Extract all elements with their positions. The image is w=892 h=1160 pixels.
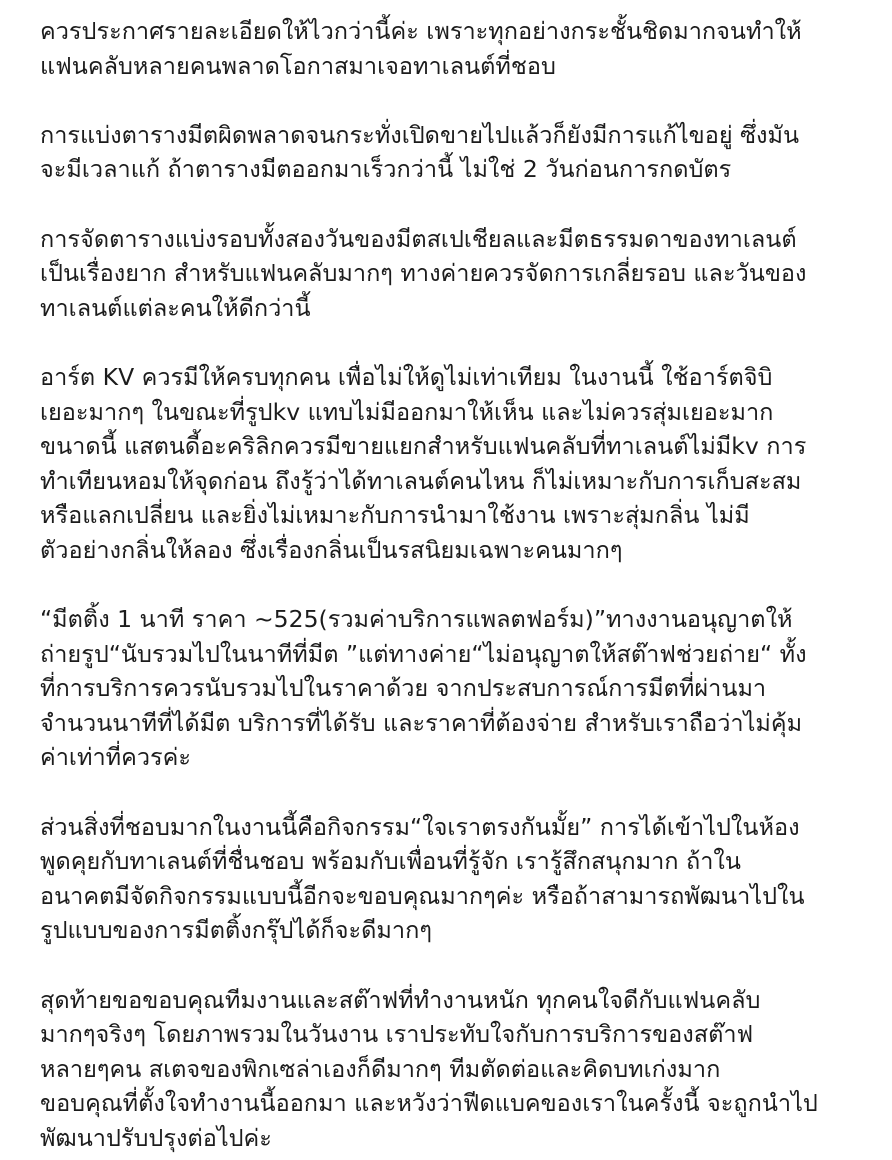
text-line: ขนาดนี้ แสตนดี้อะคริลิกควรมีขายแยกสำหรับแฟนคลับที่ทาเลนต์ไม่มีkv การ	[40, 432, 807, 461]
text-line: อาร์ต KV ควรมีให้ครบทุกคน เพื่อไม่ให้ดูไม่เท่าเทียม ในงานนี้ ใช้อาร์ตจิบิ	[40, 362, 773, 391]
paragraph-round-allocation	[40, 222, 862, 326]
text-line: สุดท้ายขอขอบคุณทีมงานและสต๊าฟที่ทำงานหนัก ทุกคนใจดีกับแฟนคลับ	[40, 985, 761, 1014]
text-line: ขอบคุณที่ตั้งใจทำงานนี้ออกมา และหวังว่าฟีดแบคของเราในครั้งนี้ จะถูกนำไป	[40, 1089, 818, 1118]
text-line: เยอะมากๆ ในขณะที่รูปkv แทบไม่มีออกมาให้เห็น และไม่ควรสุ่มเยอะมาก	[40, 397, 774, 426]
text-line: ส่วนสิ่งที่ชอบมากในงานนี้คือกิจกรรม“ใจเราตรงกันมั้ย” การได้เข้าไปในห้อง	[40, 812, 800, 841]
text-line: จำนวนนาทีที่ได้มีต บริการที่ได้รับ และราคาที่ต้องจ่าย สำหรับเราถือว่าไม่คุ้ม	[40, 708, 803, 737]
paragraph-merchandise-art	[40, 360, 862, 568]
text-line: ทำเทียนหอมให้จุดก่อน ถึงรู้ว่าได้ทาเลนต์คนไหน ก็ไม่เหมาะกับการเก็บสะสม	[40, 466, 802, 495]
text-line: จะมีเวลาแก้ ถ้าตารางมีตออกมาเร็วกว่านี้ ไม่ใช่ 2 วันก่อนการกดบัตร	[40, 155, 732, 184]
text-line: รูปแบบของการมีตติ้งกรุ๊ปได้ก็จะดีมากๆ	[40, 916, 432, 945]
text-line: หรือแลกเปลี่ยน และยิ่งไม่เหมาะกับการนำมาใช้งาน เพราะสุ่มกลิ่น ไม่มี	[40, 501, 750, 530]
paragraph-announcement-timing	[40, 14, 862, 83]
paragraph-schedule-errors	[40, 118, 862, 187]
text-line: ทาเลนต์แต่ละคนให้ดีกว่านี้	[40, 293, 311, 322]
paragraph-thanks	[40, 983, 862, 1156]
text-line: “มีตติ้ง 1 นาที ราคา ~525(รวมค่าบริการแพลตฟอร์ม)”ทางงานอนุญาตให้	[40, 605, 793, 634]
text-line: ถ่ายรูป“นับรวมไปในนาทีที่มีต ”แต่ทางค่าย“ไม่อนุญาตให้สต๊าฟช่วยถ่าย“ ทั้ง	[40, 639, 807, 668]
text-line: การแบ่งตารางมีตผิดพลาดจนกระทั่งเปิดขายไปแล้วก็ยังมีการแก้ไขอยู่ ซึ่งมัน	[40, 120, 800, 149]
text-line: พัฒนาปรับปรุงต่อไปค่ะ	[40, 1124, 272, 1152]
text-line: ที่การบริการควรนับรวมไปในราคาด้วย จากประสบการณ์การมีตที่ผ่านมา	[40, 674, 767, 703]
text-line: เป็นเรื่องยาก สำหรับแฟนคลับมากๆ ทางค่ายควรจัดการเกลี่ยรอบ และวันของ	[40, 259, 807, 288]
text-line: ควรประกาศรายละเอียดให้ไวกว่านี้ค่ะ เพราะทุกอย่างกระชั้นชิดมากจนทำให้	[40, 17, 802, 45]
paragraph-meeting-price	[40, 602, 862, 775]
text-line: แฟนคลับหลายคนพลาดโอกาสมาเจอทาเลนต์ที่ชอบ	[40, 51, 556, 80]
text-line: หลายๆคน สเตจของพิกเซล่าเองก็ดีมากๆ ทีมตัดต่อและคิดบทเก่งมาก	[40, 1054, 721, 1083]
text-line: ค่าเท่าที่ควรค่ะ	[40, 743, 192, 772]
text-line: อนาคตมีจัดกิจกรรมแบบนี้อีกจะขอบคุณมากๆค่ะ หรือถ้าสามารถพัฒนาไปใน	[40, 881, 805, 910]
text-line: มากๆจริงๆ โดยภาพรวมในวันงาน เราประทับใจกับการบริการของสต๊าฟ	[40, 1020, 754, 1049]
text-line: พูดคุยกับทาเลนต์ที่ชื่นชอบ พร้อมกับเพื่อนที่รู้จัก เรารู้สึกสนุกมาก ถ้าใน	[40, 847, 741, 876]
text-line: การจัดตารางแบ่งรอบทั้งสองวันของมีตสเปเชียลและมีตธรรมดาของทาเลนต์	[40, 224, 797, 253]
paragraph-favorite-activity	[40, 810, 862, 948]
text-line: ตัวอย่างกลิ่นให้ลอง ซึ่งเรื่องกลิ่นเป็นรสนิยมเฉพาะคนมากๆ	[40, 535, 623, 564]
